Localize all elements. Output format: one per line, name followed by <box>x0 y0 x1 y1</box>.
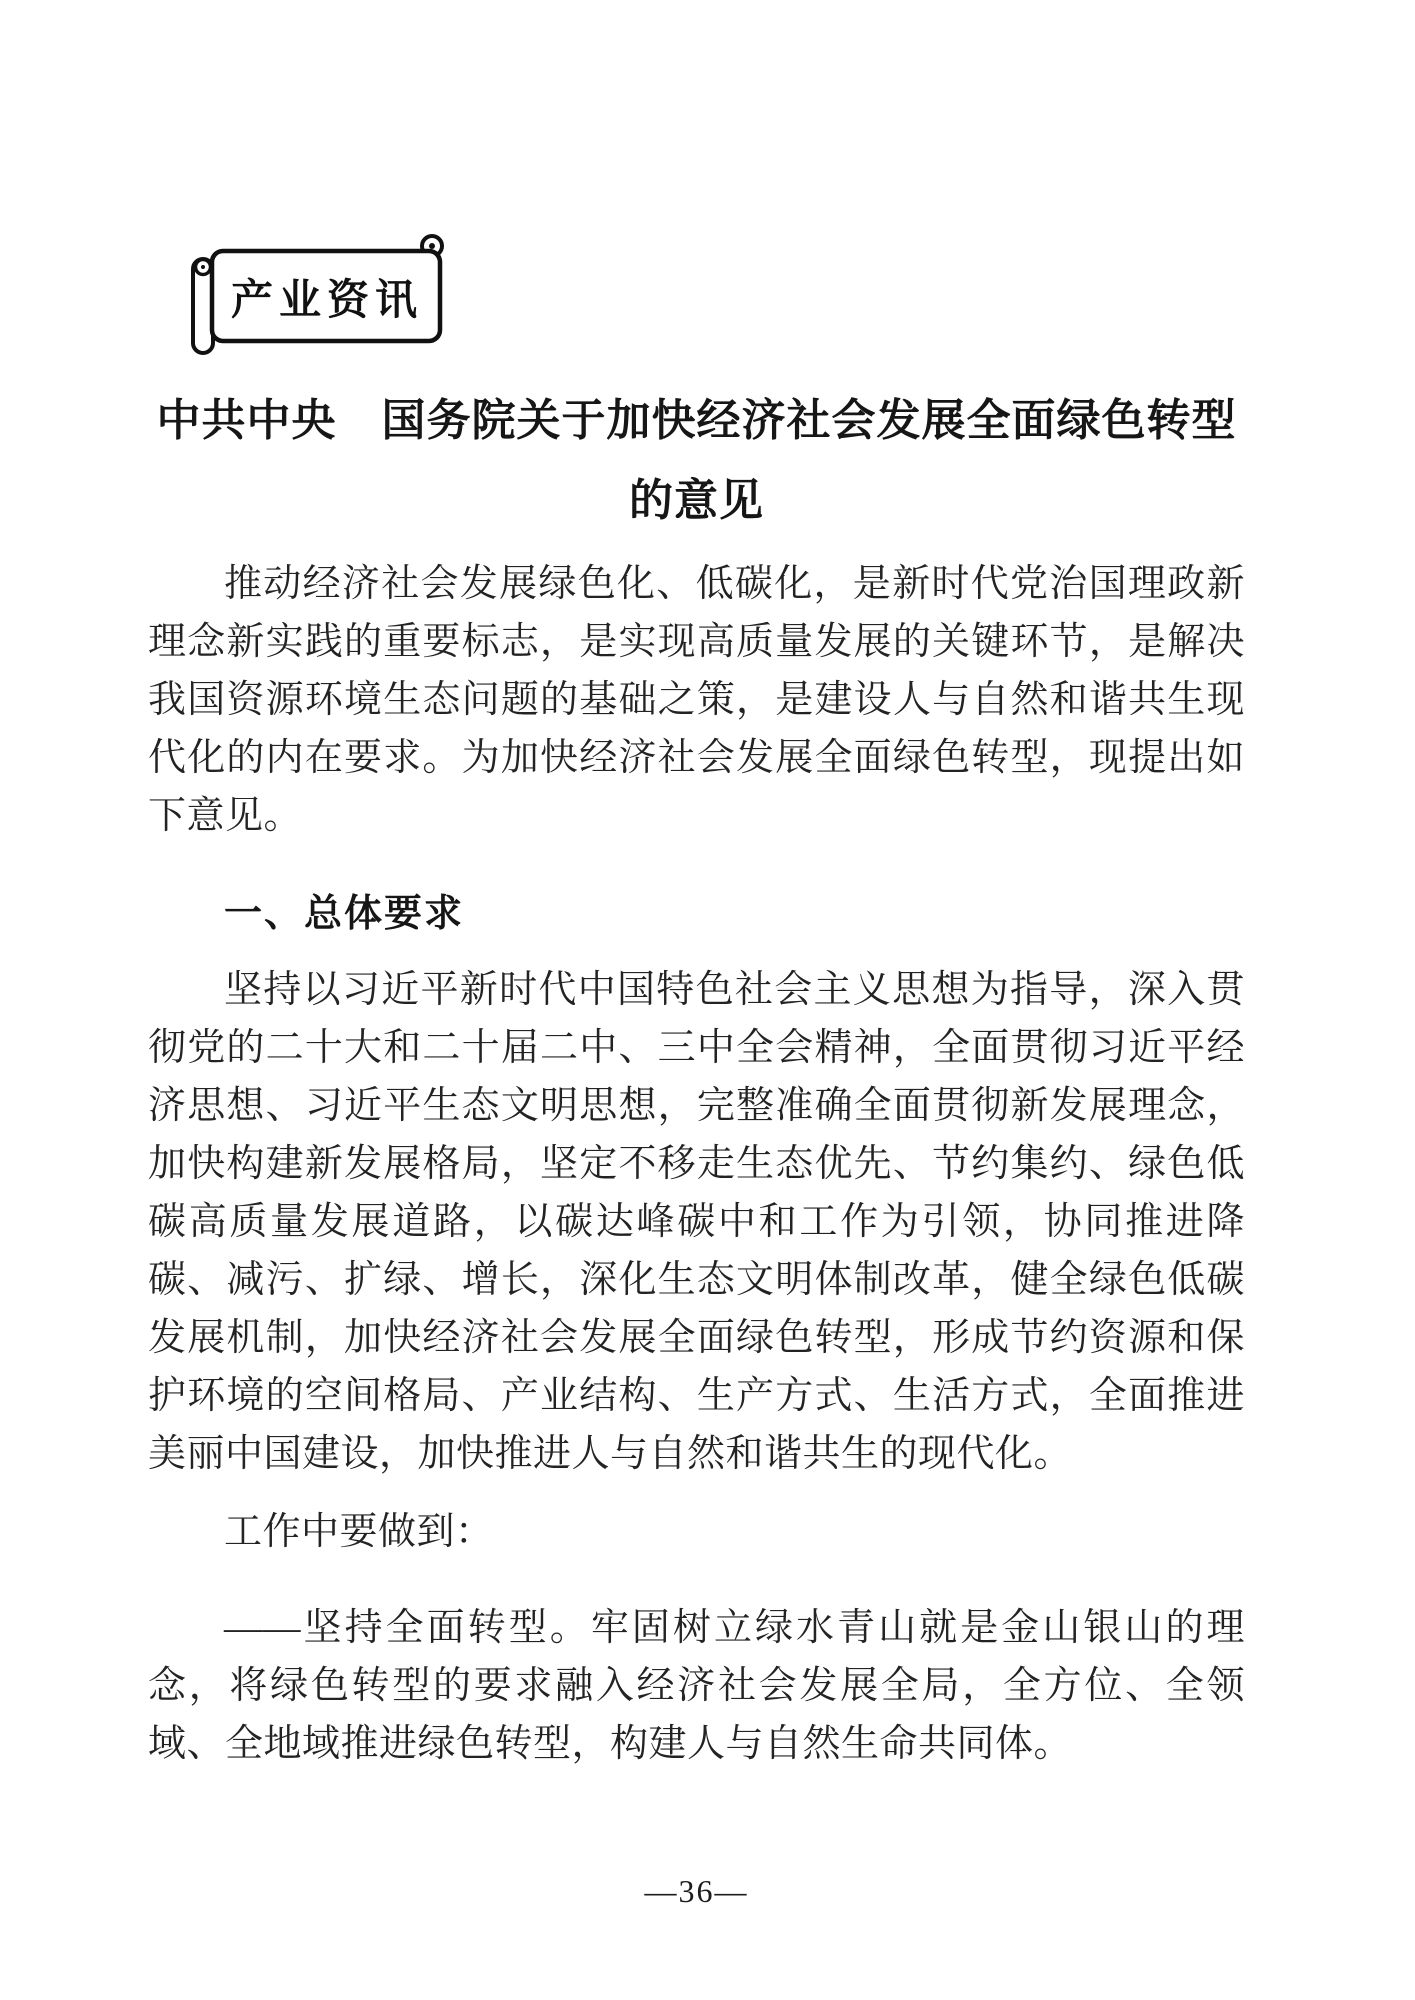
page-title-line2: 的意见 <box>629 476 764 525</box>
section-heading: 一、总体要求 <box>224 893 465 935</box>
page-number: —36— <box>644 1873 749 1909</box>
section-paragraph-dash-item: ——坚持全面转型。牢固树立绿水青山就是金山银山的理念，将绿色转型的要求融入经济社会发展全局，全方位、全领域、全地域推进绿色转型，构建人与自然生命共同体。 <box>148 1607 1245 1765</box>
section-paragraph-main: 坚持以习近平新时代中国特色社会主义思想为指导，深入贯彻党的二十大和二十届二中、三中全会精神，全面贯彻习近平经济思想、习近平生态文明思想，完整准确全面贯彻新发展理念，加快构建新发展格局，坚定不移走生态优先、节约集约、绿色低碳高质量发展道路，以碳达峰碳中和工作为引领，协同推进降碳、减污、扩绿、增长，深化生态文明体制改革，健全绿色低碳发展机制，加快经济社会发展全面绿色转型，形成节约资源和保护环境的空间格局、产业结构、生产方式、生活方式，全面推进美丽中国建设，加快推进人与自然和谐共生的现代化。 <box>148 969 1245 1475</box>
banner-scroll <box>186 233 448 355</box>
page-title-line1: 中共中央 国务院关于加快经济社会发展全面绿色转型 <box>156 396 1237 445</box>
intro-paragraph: 推动经济社会发展绿色化、低碳化，是新时代党治国理政新理念新实践的重要标志，是实现高质量发展的关键环节，是解决我国资源环境生态问题的基础之策，是建设人与自然和谐共生现代化的内在要求。为加快经济社会发展全面绿色转型，现提出如下意见。 <box>148 563 1245 837</box>
section-paragraph-work: 工作中要做到： <box>224 1511 494 1553</box>
page-title <box>148 381 1245 541</box>
banner-label: 产业资讯 <box>230 278 423 324</box>
